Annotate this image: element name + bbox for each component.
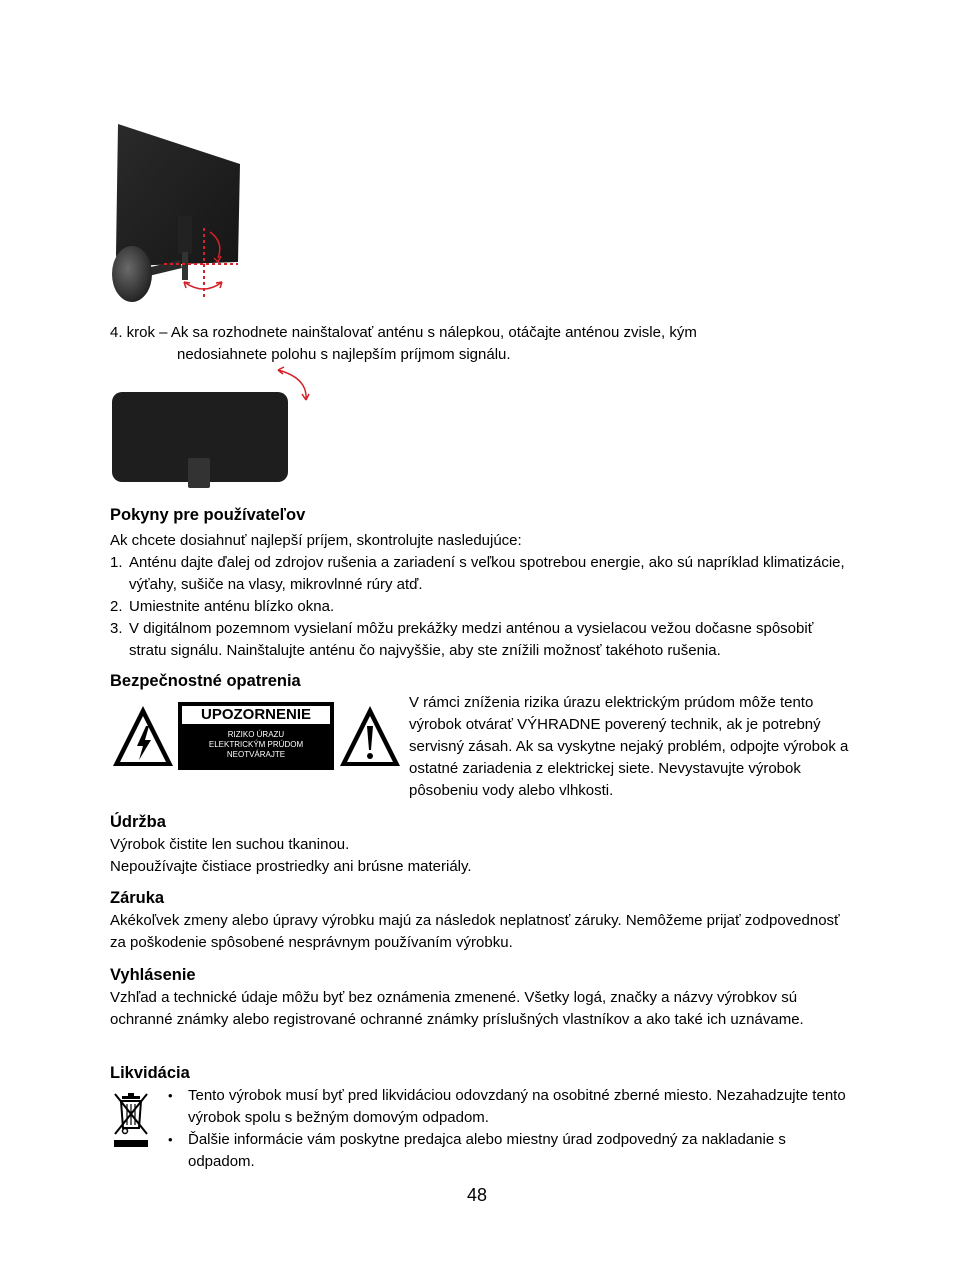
usage-item: 3. V digitálnom pozemnom vysielaní môžu prekážky medzi anténou a vysielacou vežou dočasne spôsobiť stratu signálu. Nainštalujte anténu čo najvyššie, aby ste znížili možnosť takéhoto rušenia. xyxy=(110,620,814,659)
warranty-section xyxy=(110,887,850,954)
disposal-item: • Ďalšie informácie vám poskytne predajca alebo miestny úrad zodpovedný za nakladanie s odpadom. xyxy=(168,1131,786,1170)
usage-intro: Ak chcete dosiahnuť najlepší príjem, skontrolujte nasledujúce: xyxy=(110,532,522,549)
page-number: 48 xyxy=(466,1185,488,1205)
exclamation-warning-icon xyxy=(338,704,402,768)
warning-line-3: NEOTVÁRAJTE xyxy=(226,750,286,759)
flat-antenna-rotation-figure xyxy=(108,362,318,494)
safety-heading: Bezpečnostné opatrenia xyxy=(110,672,301,690)
step-4-instruction xyxy=(110,322,830,366)
disposal-item: • Tento výrobok musí byť pred likvidáciou odovzdaný na osobitné zberné miesto. Nezahadzujte tento výrobok spolu s bežným domovým odpadom. xyxy=(168,1087,846,1126)
disposal-list xyxy=(168,1085,848,1173)
maintenance-heading: Údržba xyxy=(110,813,166,831)
disposal-section xyxy=(110,1062,850,1084)
warning-label xyxy=(178,702,334,770)
disposal-heading: Likvidácia xyxy=(110,1064,190,1082)
step-4-line-2: nedosiahnete polohu s najlepším príjmom signálu. xyxy=(177,346,511,363)
crossed-out-bin-icon xyxy=(111,1090,151,1150)
warning-line-1: RIZIKO ÚRAZU xyxy=(227,730,285,739)
safety-text: V rámci zníženia rizika úrazu elektrickým prúdom môže tento výrobok otvárať VÝHRADNE poverený technik, ak je potrebný servisný zásah. Ak sa vyskytne nejaký problém, odpojte výrobok a ostatné zariadenia z elektrickej siete. Nevystavujte výrobok pôsobeniu vody alebo vlhkosti. xyxy=(409,694,849,799)
warning-title: UPOZORNENIE xyxy=(182,706,330,724)
antenna-suction-mount-figure xyxy=(108,120,248,310)
warning-line-2: ELEKTRICKÝM PRÚDOM xyxy=(208,740,304,749)
usage-section xyxy=(110,504,850,662)
maintenance-line-2: Nepoužívajte čistiace prostriedky ani brúsne materiály. xyxy=(110,858,472,875)
warranty-text: Akékoľvek zmeny alebo úpravy výrobku majú za následok neplatnosť záruky. Nemôžeme prijať zodpovednosť za poškodenie spôsobené nesprávnym používaním výrobku. xyxy=(110,912,840,951)
step-4-line-1: 4. krok – Ak sa rozhodnete nainštalovať anténu s nálepkou, otáčajte anténou zvisle, kým xyxy=(110,324,697,341)
maintenance-section xyxy=(110,811,850,878)
disclaimer-section xyxy=(110,964,850,1031)
usage-item: 2. Umiestnite anténu blízko okna. xyxy=(110,598,335,615)
usage-item: 1. Anténu dajte ďalej od zdrojov rušenia a zariadení s veľkou spotrebou energie, ako sú napríklad klimatizácie, výťahy, sušiče na vlasy, mikrovlnné rúry atď. xyxy=(110,554,845,593)
maintenance-line-1: Výrobok čistite len suchou tkaninou. xyxy=(110,836,350,853)
warranty-heading: Záruka xyxy=(110,889,165,907)
safety-section xyxy=(110,670,850,692)
disclaimer-heading: Vyhlásenie xyxy=(110,966,196,984)
electric-shock-warning-icon xyxy=(111,704,175,768)
usage-heading: Pokyny pre používateľov xyxy=(110,506,306,524)
disclaimer-text: Vzhľad a technické údaje môžu byť bez oznámenia zmenené. Všetky logá, značky a názvy výrobkov sú ochranné známky alebo registrované ochranné známky príslušných vlastníkov a ako také ich uznávame. xyxy=(110,989,804,1028)
